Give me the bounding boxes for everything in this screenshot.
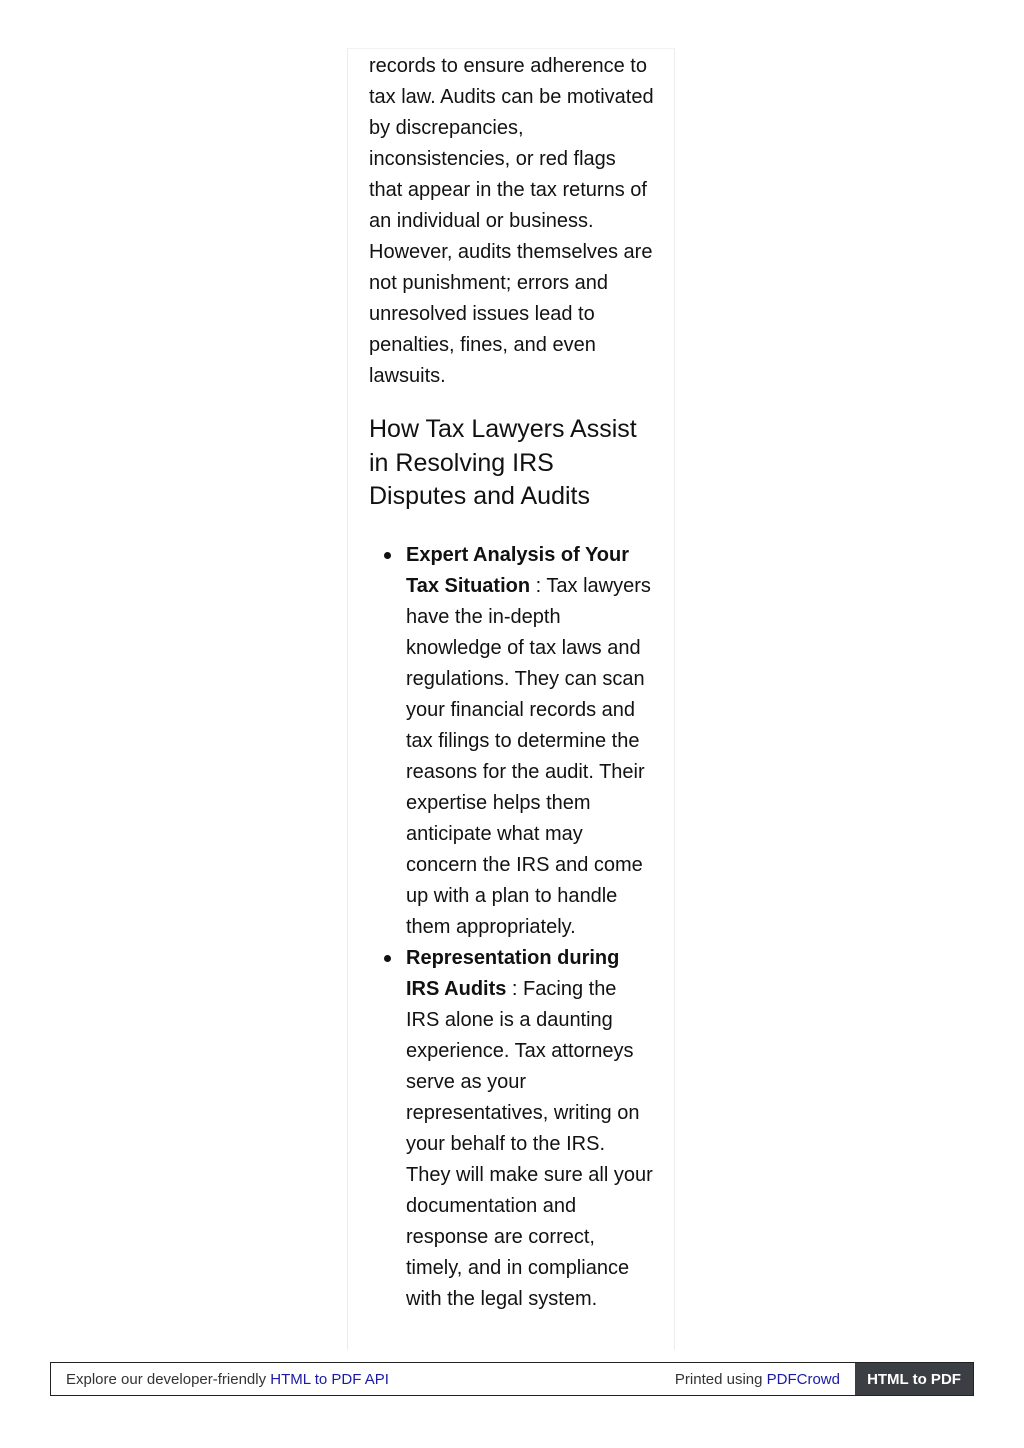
article-column	[347, 48, 675, 1350]
bullet-term: Representation during IRS Audits	[406, 946, 620, 1000]
list-item	[369, 540, 654, 943]
bullet-text: : Tax lawyers have the in-depth knowledge of tax laws and regulations. They can scan your financial records and tax filings to determine the reasons for the audit. Their expertise helps them anticipate what may concern the IRS and come up with a plan to handle them appropriately.	[406, 574, 651, 938]
footer-explore-text: Explore our developer-friendly	[66, 1370, 267, 1388]
intro-paragraph: records to ensure adherence to tax law. Audits can be motivated by discrepancies, inconsistencies, or red flags that appear in the tax returns of an individual or business. However, audits themselves are not punishment; errors and unresolved issues lead to penalties, fines, and even lawsuits.	[369, 55, 654, 387]
footer-printed	[675, 1363, 855, 1395]
bullet-list	[369, 540, 654, 1315]
bullet-term: Expert Analysis of Your Tax Situation	[406, 543, 630, 597]
pdfcrowd-footer	[50, 1362, 974, 1396]
footer-explore	[51, 1363, 675, 1395]
bullet-dot-icon	[384, 552, 391, 559]
pdfcrowd-link[interactable]: PDFCrowd	[766, 1370, 840, 1388]
html-to-pdf-api-link[interactable]: HTML to PDF API	[270, 1370, 389, 1388]
bullet-text: : Facing the IRS alone is a daunting experience. Tax attorneys serve as your representatives, writing on your behalf to the IRS. They will make sure all your documentation and response are correct, timely, and in compliance with the legal system.	[406, 977, 653, 1310]
footer-printed-text: Printed using	[674, 1370, 763, 1388]
list-item	[369, 943, 654, 1315]
section-heading: How Tax Lawyers Assist in Resolving IRS Disputes and Audits	[369, 415, 637, 510]
bullet-dot-icon	[384, 955, 391, 962]
html-to-pdf-badge[interactable]: HTML to PDF	[855, 1363, 973, 1395]
